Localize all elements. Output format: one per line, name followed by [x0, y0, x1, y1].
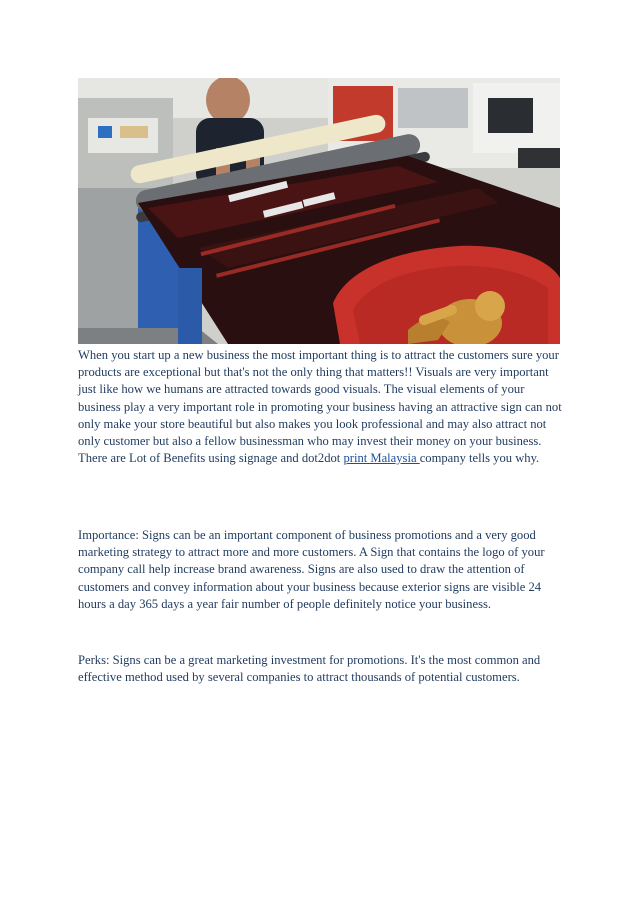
intro-paragraph [78, 347, 562, 467]
intro-text-end: company tells you why. [419, 451, 540, 466]
printing-machine-photo [78, 78, 560, 344]
perks-paragraph: Perks: Signs can be a great marketing investment for promotions. It's the most common and effective method used by several companies to attract thousands of potential customers. [78, 653, 541, 685]
intro-text: When you start up a new business the most important thing is to attract the customers sure your products are exceptional but that's not the only thing that matters!! Visuals are very important just like how we humans are attracted towards good visuals. The visual elements of your business play a very important role in promoting your business having an attractive sign can not only make your store beautiful but also makes you look professional and may also attract not only customer but also a fellow businessman who may invest their money on your business. There are Lot of Benefits using signage and dot2dot [78, 348, 562, 466]
importance-paragraph: Importance: Signs can be an important component of business promotions and a very good marketing strategy to attract more and more customers. A Sign that contains the logo of your company call help increase brand awareness. Signs are also used to draw the attention of customers and convey information about your business because exterior signs are visible 24 hours a day 365 days a year fair number of people definitely notice your business. [78, 528, 545, 611]
photo-illustration [78, 78, 560, 344]
print-malaysia-link[interactable]: print Malaysia [343, 451, 420, 466]
